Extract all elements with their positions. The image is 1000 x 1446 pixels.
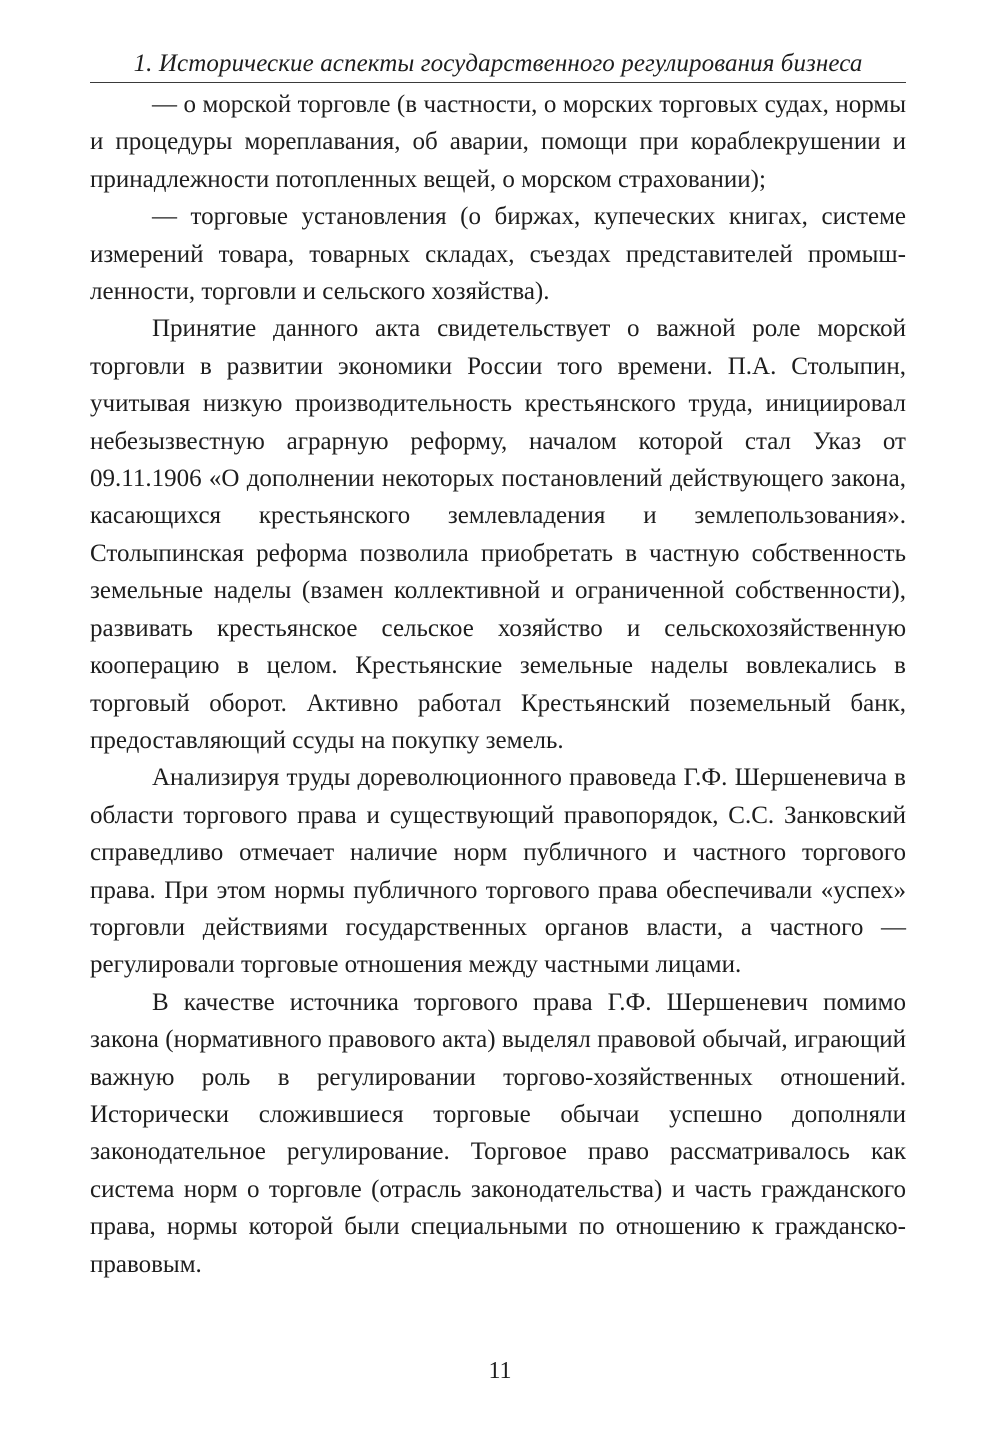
- header-divider: [90, 82, 906, 83]
- paragraph-trade-law-sources: В качестве источника торгового права Г.Ф. Шершеневич помимо закона (нормативного правового акта) выделял правовой обычай, играющий важную роль в регулировании торгово-хозяйственных отношений. Исторически сложившиеся торговые обычаи успешно дополняли законодательное регулирование. Торговое право рассматривалось как система норм о торговле (отрасль законодательства) и часть гражданского права, нормы которой были специальными по отношению к гражданско-правовым.: [90, 988, 906, 1278]
- paragraph-stolypin-reform: Принятие данного акта свидетельствует о важной роле морской торговли в развитии экономики России того времени. П.А. Столыпин, учитывая низкую производительность крестьянского труда, инициировал небезызвестную аграрную реформу, началом которой стал Указ от 09.11.1906 «О дополнении некоторых постановлений действующего закона, касающихся крестьянского землевладения и землепользования». Столыпинская реформа позволила приобретать в частную собственность земельные наделы (взамен коллективной и ограниченной собственности), развивать крестьянское сельское хозяйство и сельскохозяйственную кооперацию в целом. Крестьянские земельные наделы вовлекались в торговый оборот. Активно работал Крестьянский поземельный банк, предоставляющий ссуды на покупку земель.: [90, 315, 906, 754]
- body-text: [90, 86, 906, 1283]
- paragraph-trade-establishments: — торговые установления (о биржах, купеческих книгах, системе измерений товара, товарных складах, съездах представителей промышленности, торговли и сельского хозяйства).: [90, 203, 906, 306]
- paragraph-shershenevich-analysis: Анализируя труды дореволюционного правоведа Г.Ф. Шершеневича в области торгового права и существующий правопорядок, С.С. Занковский справедливо отмечает наличие норм публичного и частного торгового права. При этом нормы публичного торгового права обеспечивали «успех» торговли действиями государственных органов власти, а частного — регулировали торговые отношения между частными лицами.: [90, 764, 906, 979]
- running-header: 1. Исторические аспекты государственного регулирования бизнеса: [133, 50, 863, 77]
- page-number: 11: [488, 1358, 512, 1384]
- paragraph-maritime-trade: — о морской торговле (в частности, о морских торговых судах, нормы и процедуры мореплавания, об аварии, помощи при кораблекрушении и принадлежности потопленных вещей, о морском страховании);: [90, 91, 906, 193]
